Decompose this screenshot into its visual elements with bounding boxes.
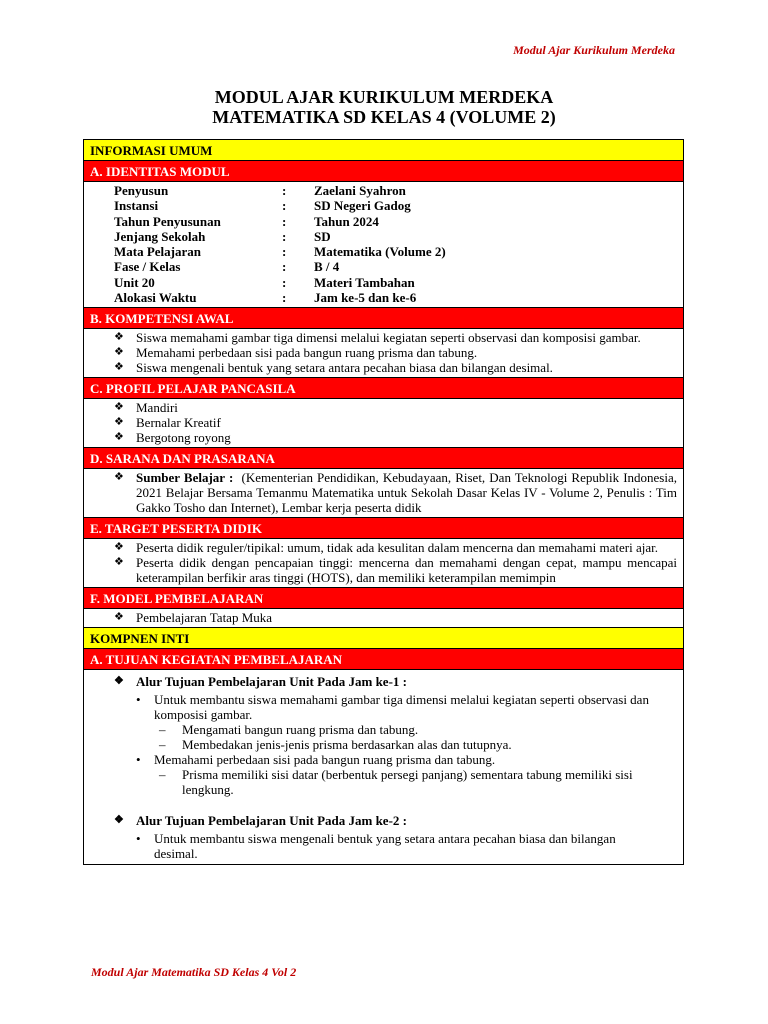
list-item: • Untuk membantu siswa mengenali bentuk yang setara antara pecahan biasa dan bilangan desimal. (136, 831, 616, 862)
identity-row: Fase / Kelas : B / 4 (114, 259, 340, 275)
dot-bullet-icon: • (136, 831, 141, 847)
profil-body (84, 399, 683, 448)
section-model-heading: F. MODEL PEMBELAJARAN (84, 588, 683, 609)
diamond-bullet-icon: ❖ (114, 431, 124, 444)
section-target-heading: E. TARGET PESERTA DIDIK (84, 518, 683, 539)
identity-row: Jenjang Sekolah : SD (114, 228, 331, 244)
kompetensi-body (84, 329, 683, 378)
diamond-bullet-icon: ❖ (114, 401, 124, 414)
diamond-bullet-icon: ❖ (114, 346, 124, 359)
identitas-body (84, 182, 683, 308)
list-item: ❖ Memahami perbedaan sisi pada bangun ruang prisma dan tabung. (114, 345, 478, 361)
jam1-title: ❖ Alur Tujuan Pembelajaran Unit Pada Jam ke-1 : (114, 674, 407, 690)
diamond-bullet-icon: ❖ (114, 611, 124, 624)
diamond-bullet-icon: ❖ (114, 675, 124, 688)
section-kompetensi-heading: B. KOMPETENSI AWAL (84, 308, 683, 329)
list-item: ❖ Mandiri (114, 400, 178, 416)
list-item: ❖ Pembelajaran Tatap Muka (114, 610, 273, 626)
section-profil-heading: C. PROFIL PELAJAR PANCASILA (84, 378, 683, 399)
document-title (0, 87, 768, 127)
section-identitas-heading: A. IDENTITAS MODUL (84, 161, 683, 182)
dash-bullet-icon: – (159, 722, 166, 738)
identity-row: Penyusun : Zaelani Syahron (114, 183, 406, 198)
list-item: ❖ Siswa memahami gambar tiga dimensi melalui kegiatan seperti observasi dan komposisi gambar. (114, 330, 641, 346)
list-item: – Prisma memiliki sisi datar (berbentuk persegi panjang) sementara tabung memiliki sisi lengkung. (159, 767, 633, 798)
section-tujuan-heading: A. TUJUAN KEGIATAN PEMBELAJARAN (84, 649, 683, 670)
footer-note: Modul Ajar Matematika SD Kelas 4 Vol 2 (91, 965, 297, 979)
section-sarana-heading: D. SARANA DAN PRASARANA (84, 448, 683, 469)
identity-row: Unit 20 : Materi Tambahan (114, 274, 415, 290)
list-item: • Untuk membantu siswa memahami gambar tiga dimensi melalui kegiatan seperti observasi dan komposisi gambar. (136, 692, 649, 723)
target-body (84, 539, 683, 588)
model-body (84, 609, 683, 628)
tujuan-body (84, 670, 683, 864)
identity-row: Instansi : SD Negeri Gadog (114, 198, 411, 214)
diamond-bullet-icon: ❖ (114, 541, 124, 554)
diamond-bullet-icon: ❖ (114, 331, 124, 344)
identity-row: Mata Pelajaran : Matematika (Volume 2) (114, 244, 446, 260)
list-item: ❖ Sumber Belajar : (Kementerian Pendidikan, Kebudayaan, Riset, Dan Teknologi Republik Indonesia, 2021 Belajar Bersama Temanmu Matematika untuk Sekolah Dasar Kelas IV - Volume 2, Penulis : Tim Gakko Tosho dan Internet), Lembar kerja peserta didik (114, 470, 677, 516)
diamond-bullet-icon: ❖ (114, 556, 124, 569)
list-item: ❖ Siswa mengenali bentuk yang setara antara pecahan biasa dan bilangan desimal. (114, 360, 553, 376)
diamond-bullet-icon: ❖ (114, 361, 124, 374)
dash-bullet-icon: – (159, 737, 166, 753)
sarana-body (84, 469, 683, 518)
list-item: – Mengamati bangun ruang prisma dan tabung. (159, 722, 419, 738)
list-item: ❖ Bergotong royong (114, 430, 231, 446)
header-note: Modul Ajar Kurikulum Merdeka (513, 43, 675, 57)
identity-row: Alokasi Waktu : Jam ke-5 dan ke-6 (114, 290, 417, 306)
list-item: ❖ Peserta didik dengan pencapaian tinggi: mencerna dan memahami dengan cepat, mampu mencapai keterampilan berfikir aras tinggi (HOTS), dan memiliki keterampilan memimpin (114, 555, 677, 586)
sumber-belajar-label: Sumber Belajar : (136, 470, 234, 486)
section-informasi-umum: INFORMASI UMUM (84, 140, 683, 161)
diamond-bullet-icon: ❖ (114, 814, 124, 827)
title-line-2: MATEMATIKA SD KELAS 4 (VOLUME 2) (212, 107, 556, 127)
dash-bullet-icon: – (159, 767, 166, 783)
jam2-title: ❖ Alur Tujuan Pembelajaran Unit Pada Jam ke-2 : (114, 813, 407, 829)
list-item: ❖ Bernalar Kreatif (114, 415, 221, 431)
identity-row: Tahun Penyusunan : Tahun 2024 (114, 213, 379, 229)
diamond-bullet-icon: ❖ (114, 416, 124, 429)
list-item: – Membedakan jenis-jenis prisma berdasarkan alas dan tutupnya. (159, 737, 512, 753)
section-kompnen-inti: KOMPNEN INTI (84, 628, 683, 649)
title-line-1: MODUL AJAR KURIKULUM MERDEKA (214, 87, 554, 107)
dot-bullet-icon: • (136, 752, 141, 768)
list-item: ❖ Peserta didik reguler/tipikal: umum, tidak ada kesulitan dalam mencerna dan memahami materi ajar. (114, 540, 658, 556)
module-table (83, 139, 684, 865)
list-item: • Memahami perbedaan sisi pada bangun ruang prisma dan tabung. (136, 752, 496, 768)
dot-bullet-icon: • (136, 692, 141, 708)
diamond-bullet-icon: ❖ (114, 471, 124, 484)
